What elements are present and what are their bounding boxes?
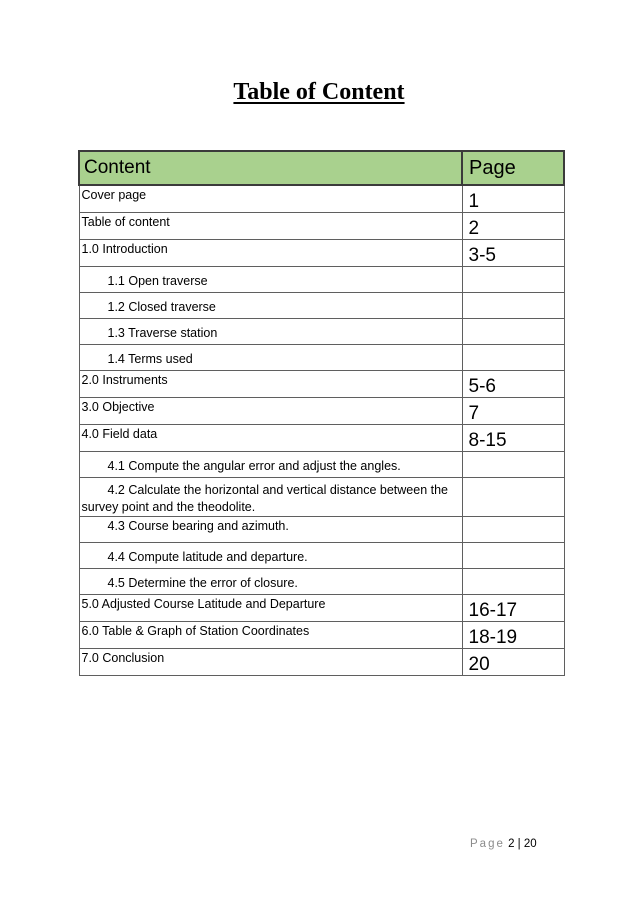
row-label: 4.4 Compute latitude and departure. <box>107 550 308 564</box>
row-page: 1 <box>468 191 480 212</box>
footer-total-pages: 20 <box>523 838 537 850</box>
row-page <box>463 293 564 299</box>
header-cell-content <box>79 151 462 185</box>
row-label: 4.2 Calculate the horizontal and vertical distance between the survey point and the theodolite. <box>81 483 448 514</box>
row-label: 2.0 Instruments <box>81 373 168 387</box>
table-row <box>79 543 564 569</box>
row-label: 1.4 Terms used <box>107 352 193 366</box>
table-row <box>79 649 564 676</box>
header-page-label: Page <box>469 156 516 179</box>
row-label: 1.2 Closed traverse <box>107 300 216 314</box>
header-cell-page <box>462 151 564 185</box>
row-label: 4.0 Field data <box>81 427 158 441</box>
page-title: Table of Content <box>233 79 405 105</box>
page-footer <box>470 838 537 850</box>
footer-page-word: Page <box>470 838 505 850</box>
table-row <box>79 319 564 345</box>
row-label: 4.3 Course bearing and azimuth. <box>107 519 289 533</box>
table-row <box>79 398 564 425</box>
row-page <box>463 267 564 273</box>
row-page <box>463 345 564 351</box>
toc-table <box>78 150 565 676</box>
row-label: Cover page <box>81 188 147 202</box>
table-row <box>79 345 564 371</box>
row-page <box>463 543 564 549</box>
row-label: 6.0 Table & Graph of Station Coordinates <box>81 624 310 638</box>
table-row <box>79 478 564 517</box>
table-row <box>79 517 564 543</box>
row-label: 1.3 Traverse station <box>107 326 218 340</box>
table-row <box>79 569 564 595</box>
table-row <box>79 185 564 213</box>
row-page: 3-5 <box>468 245 496 266</box>
row-page: 8-15 <box>468 430 507 451</box>
row-page: 7 <box>468 403 480 424</box>
table-row <box>79 595 564 622</box>
table-row <box>79 240 564 267</box>
table-row <box>79 293 564 319</box>
table-header-row <box>79 151 564 185</box>
row-page <box>463 452 564 458</box>
row-label: Table of content <box>81 215 170 229</box>
row-page: 16-17 <box>468 600 518 621</box>
table-row <box>79 622 564 649</box>
row-page: 20 <box>468 654 490 675</box>
row-page: 5-6 <box>468 376 496 397</box>
row-page <box>463 569 564 575</box>
row-label: 3.0 Objective <box>81 400 155 414</box>
row-page: 18-19 <box>468 627 518 648</box>
row-label: 1.1 Open traverse <box>107 274 208 288</box>
row-page <box>463 319 564 325</box>
table-row <box>79 371 564 398</box>
row-page <box>463 517 564 523</box>
footer-current-page: 2 <box>508 838 515 850</box>
table-row <box>79 267 564 293</box>
row-label: 4.1 Compute the angular error and adjust the angles. <box>107 459 401 473</box>
row-label: 4.5 Determine the error of closure. <box>107 576 298 590</box>
table-row <box>79 452 564 478</box>
row-label: 1.0 Introduction <box>81 242 168 256</box>
row-page <box>463 478 564 484</box>
footer-separator: | <box>517 838 521 850</box>
row-label: 7.0 Conclusion <box>81 651 165 665</box>
table-row <box>79 425 564 452</box>
table-row <box>79 213 564 240</box>
header-content-label: Content <box>84 157 151 178</box>
row-page: 2 <box>468 218 480 239</box>
row-label: 5.0 Adjusted Course Latitude and Departure <box>81 597 326 611</box>
